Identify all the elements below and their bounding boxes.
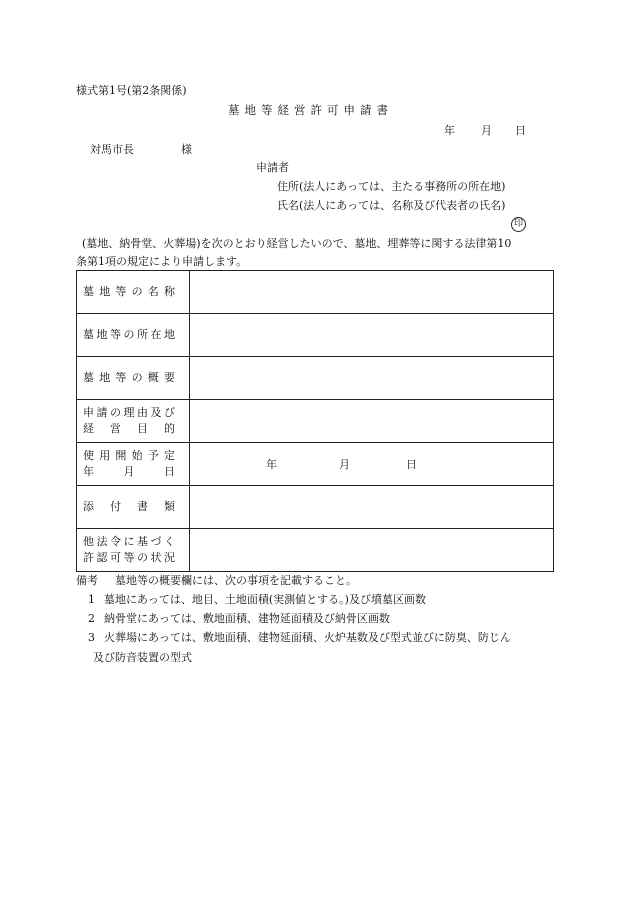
row-label (77, 271, 190, 314)
row-label-line: 経 営 目 的 (83, 422, 175, 435)
table-row (77, 357, 554, 400)
table-row (77, 400, 554, 443)
note-item-3 (88, 631, 511, 645)
row-label (77, 400, 190, 443)
row-label (77, 357, 190, 400)
row-label-line: 年 月 日 (83, 465, 175, 478)
note-number: 1 (88, 593, 95, 606)
applicant-heading: 申請者 (256, 161, 289, 174)
note-text: 墓地にあっては、地目、土地面積(実測値とする。)及び墳墓区画数 (104, 593, 426, 606)
row-value-field[interactable] (190, 271, 554, 314)
row-value-field[interactable] (190, 314, 554, 357)
row-label-line: 許 認 可 等 の 状 況 (83, 551, 175, 564)
body-text-line2: 条第1項の規定により申請します。 (76, 255, 248, 268)
row-label-line: 墓 地 等 の 概 要 (83, 371, 175, 384)
row-value-field[interactable] (190, 443, 554, 486)
row-value-field[interactable] (190, 400, 554, 443)
row-value-field[interactable] (190, 529, 554, 572)
row-label (77, 529, 190, 572)
note-item-3-continued: 及び防音装置の型式 (93, 651, 192, 664)
application-table (76, 270, 554, 572)
addressee-honorific: 様 (181, 143, 192, 156)
row-label (77, 443, 190, 486)
applicant-address-label: 住所(法人にあっては、主たる事務所の所在地) (277, 180, 506, 193)
body-text-line1: (墓地、納骨堂、火葬場)を次のとおり経営したいので、墓地、埋葬等に関する法律第10 (82, 237, 512, 250)
notes-intro: 墓地等の概要欄には、次の事項を記載すること。 (115, 574, 357, 587)
row-label-line: 使 用 開 始 予 定 (83, 449, 175, 462)
seal-mark (511, 216, 526, 232)
addressee-name: 対馬市長 (90, 143, 134, 156)
note-number: 2 (88, 612, 95, 625)
row-label (77, 314, 190, 357)
row-label-line: 申 請 の 理 由 及 び (83, 406, 175, 419)
row-label-line: 墓 地 等 の 名 称 (83, 285, 175, 298)
date-month: 月 (481, 124, 492, 137)
row-label-line: 添 付 書 類 (83, 500, 175, 513)
row-value-field[interactable] (190, 357, 554, 400)
start-date-value (190, 456, 553, 472)
table-row (77, 271, 554, 314)
row-label-line: 他 法 令 に 基 づ く (83, 535, 175, 548)
seal-icon: 印 (511, 217, 526, 232)
note-item-2 (88, 612, 390, 626)
page-title: 墓地等経営許可申請書 (228, 103, 393, 117)
note-item-1 (88, 593, 426, 607)
table-row (77, 529, 554, 572)
table-row (77, 443, 554, 486)
start-date-day: 日 (406, 458, 417, 471)
start-date-month: 月 (339, 458, 350, 471)
row-label (77, 486, 190, 529)
notes-heading: 備考 (76, 574, 98, 587)
date-year: 年 (444, 124, 455, 137)
date-day: 日 (515, 124, 526, 137)
note-text: 火葬場にあっては、敷地面積、建物延面積、火炉基数及び型式並びに防臭、防じん (104, 631, 511, 644)
table-row (77, 486, 554, 529)
note-number: 3 (88, 631, 95, 644)
note-text: 納骨堂にあっては、敷地面積、建物延面積及び納骨区画数 (104, 612, 390, 625)
notes-intro-line (76, 574, 357, 588)
form-code: 様式第1号(第2条関係) (76, 84, 187, 97)
table-row (77, 314, 554, 357)
row-value-field[interactable] (190, 486, 554, 529)
applicant-name-label: 氏名(法人にあっては、名称及び代表者の氏名) (277, 199, 506, 212)
start-date-year: 年 (266, 458, 277, 471)
row-label-line: 墓 地 等 の 所 在 地 (83, 328, 175, 341)
